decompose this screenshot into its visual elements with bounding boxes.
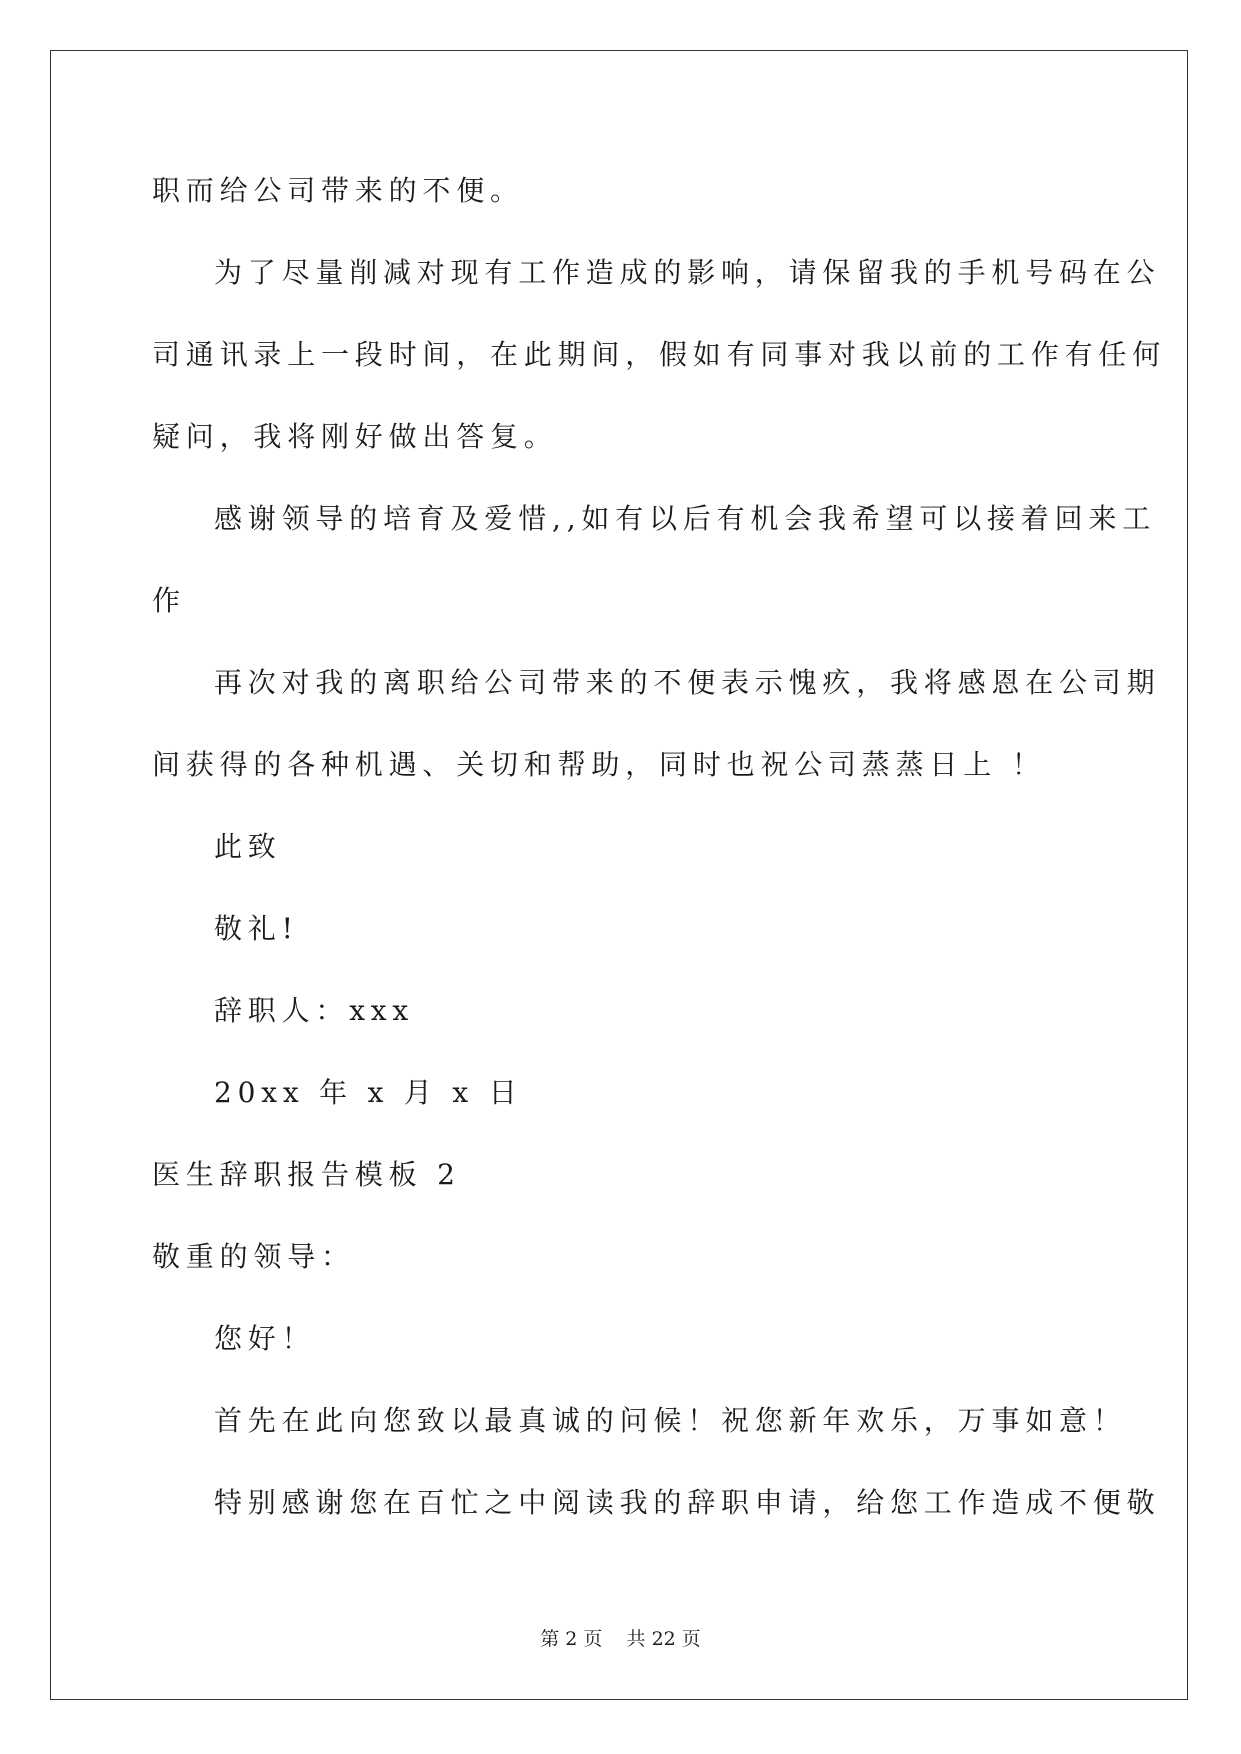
text-line: 司通讯录上一段时间，在此期间，假如有同事对我以前的工作有任何 xyxy=(152,338,1167,371)
page-number-footer: 第 2 页 共 22 页 xyxy=(540,1628,701,1650)
text-line: 为了尽量削减对现有工作造成的影响，请保留我的手机号码在公 xyxy=(214,256,1161,289)
date-line: 20xx 年 x 月 x 日 xyxy=(214,1076,523,1109)
text-line: 疑问，我将刚好做出答复。 xyxy=(152,420,558,453)
text-line: 特别感谢您在百忙之中阅读我的辞职申请，给您工作造成不便敬 xyxy=(214,1486,1161,1519)
text-line: 感谢领导的培育及爱惜,,如有以后有机会我希望可以接着回来工 xyxy=(214,502,1157,535)
signature-line: 辞职人：xxx xyxy=(214,994,414,1027)
closing-respect: 敬礼! xyxy=(214,912,299,945)
text-line: 首先在此向您致以最真诚的问候！祝您新年欢乐，万事如意！ xyxy=(214,1404,1127,1437)
greeting-line: 敬重的领导： xyxy=(152,1240,355,1273)
text-line: 作 xyxy=(152,584,186,617)
text-line: 职而给公司带来的不便。 xyxy=(152,174,524,207)
section-title: 医生辞职报告模板 2 xyxy=(152,1158,461,1191)
text-line: 再次对我的离职给公司带来的不便表示愧疚，我将感恩在公司期 xyxy=(214,666,1161,699)
page-border xyxy=(50,50,1188,1700)
closing-salutation: 此致 xyxy=(214,830,282,863)
text-line: 间获得的各种机遇、关切和帮助，同时也祝公司蒸蒸日上 ！ xyxy=(152,748,1046,781)
text-line: 您好！ xyxy=(214,1322,316,1355)
